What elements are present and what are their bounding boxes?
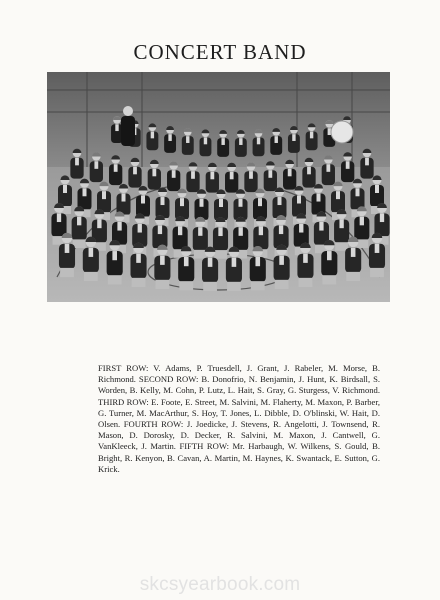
band-photo — [47, 72, 390, 302]
tuba-bell — [331, 121, 353, 143]
photo-caption: FIRST ROW: V. Adams, P. Truesdell, J. Grant, J. Rabeler, M. Morse, B. Richmond. SECOND ROW: B. Donofrio, N. Benjamin, J. Hunt, K. Birdsall, S. Worden, B. Kelly, M. Cohn, P. Lutz, L. Hait, S. Gray, G. Sturgess, V. Richmond. THIRD ROW: E. Foote, E. Street, M. Salvini, M. Flaherty, M. Maxon, P. Barber, G. Turner, M. MacArthur, S. Hoy, T. Jones, L. Dibble, D. O'blinski, W. Hait, D. Olsen. FOURTH ROW: J. Joedicke, J. Stevens, R. Angelotti, J. Townsend, R. Mason, D. Dorosky, D. Decker, R. Salvini, M. Maxon, J. Cantwell, G. VanKleeck, J. Martin. FIFTH ROW: Mr. Harbaugh, W. Wilkens, S. Gould, B. Bright, R. Kenyon, B. Cavan, A. Martin, M. Haynes, K. Swantack, E. Sutton, G. Krick. — [98, 363, 380, 474]
site-watermark: skcsyearbook.com — [139, 574, 301, 595]
band-photo-image — [47, 72, 390, 302]
page-title: CONCERT BAND — [133, 40, 307, 64]
